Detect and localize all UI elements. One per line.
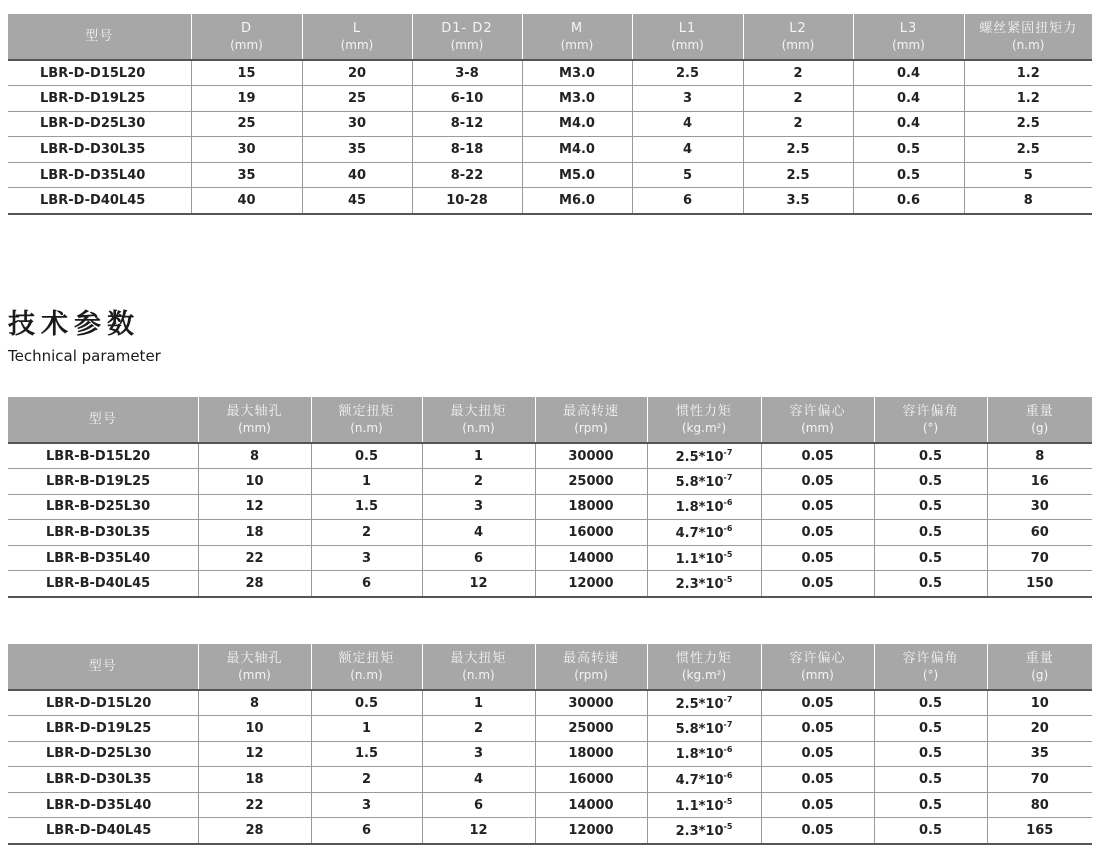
column-header-unit: (mm) bbox=[450, 37, 484, 52]
value-cell: 6 bbox=[422, 792, 535, 818]
column-header bbox=[422, 397, 535, 443]
table-header-row bbox=[8, 397, 1092, 443]
value-cell: 3 bbox=[311, 545, 422, 571]
value-cell: 8-12 bbox=[412, 111, 522, 137]
value-cell: 35 bbox=[191, 162, 302, 188]
value-cell: 12 bbox=[198, 741, 311, 767]
value-cell: 2 bbox=[743, 111, 853, 137]
column-header-unit: (n.m) bbox=[462, 420, 495, 435]
column-header bbox=[311, 644, 422, 690]
inertia-exponent: -7 bbox=[723, 694, 733, 704]
column-header bbox=[761, 397, 874, 443]
inertia-exponent: -6 bbox=[723, 745, 733, 755]
table-row bbox=[8, 520, 1092, 546]
value-cell: 30000 bbox=[535, 443, 647, 469]
value-cell: 80 bbox=[987, 792, 1092, 818]
value-cell: 14000 bbox=[535, 792, 647, 818]
column-header-label: 最大扭矩 bbox=[450, 650, 507, 666]
column-header bbox=[647, 644, 761, 690]
value-cell: 12 bbox=[422, 571, 535, 597]
value-cell: 20 bbox=[987, 716, 1092, 742]
value-cell: 0.5 bbox=[874, 520, 987, 546]
column-header bbox=[8, 14, 191, 60]
column-header-unit: (mm) bbox=[801, 667, 834, 682]
column-header-label: D1- D2 bbox=[441, 20, 493, 36]
value-cell: 0.05 bbox=[761, 571, 874, 597]
value-cell: 3 bbox=[422, 741, 535, 767]
value-cell bbox=[647, 741, 761, 767]
value-cell: 8-18 bbox=[412, 137, 522, 163]
table-header-row bbox=[8, 644, 1092, 690]
column-header bbox=[987, 397, 1092, 443]
model-cell: LBR-B-D35L40 bbox=[8, 545, 198, 571]
column-header bbox=[302, 14, 412, 60]
inertia-base: 5.8*10 bbox=[675, 721, 724, 737]
table-row bbox=[8, 137, 1092, 163]
column-header-label: 惯性力矩 bbox=[675, 403, 732, 419]
value-cell: 0.05 bbox=[761, 520, 874, 546]
column-header bbox=[422, 644, 535, 690]
table-row bbox=[8, 571, 1092, 597]
value-cell: 30 bbox=[302, 111, 412, 137]
column-header-label: 额定扭矩 bbox=[338, 403, 395, 419]
section-subtitle: Technical parameter bbox=[8, 347, 161, 365]
table-row bbox=[8, 60, 1092, 86]
inertia-exponent: -7 bbox=[723, 719, 733, 729]
column-header bbox=[632, 14, 743, 60]
value-cell: 45 bbox=[302, 188, 412, 214]
table-header-row bbox=[8, 14, 1092, 60]
column-header-unit: (kg.m²) bbox=[681, 667, 727, 682]
model-cell: LBR-D-D25L30 bbox=[8, 111, 191, 137]
value-cell: 0.5 bbox=[874, 545, 987, 571]
column-header-label: 最高转速 bbox=[562, 650, 619, 666]
value-cell: 10 bbox=[198, 469, 311, 495]
value-cell: 0.6 bbox=[853, 188, 964, 214]
value-cell: 8 bbox=[198, 690, 311, 716]
inertia-exponent: -6 bbox=[723, 524, 733, 534]
value-cell: 18 bbox=[198, 520, 311, 546]
inertia-base: 5.8*10 bbox=[675, 474, 724, 490]
column-header bbox=[743, 14, 853, 60]
inertia-exponent: -5 bbox=[723, 796, 733, 806]
column-header bbox=[8, 644, 198, 690]
column-header bbox=[8, 397, 198, 443]
column-header-unit: (kg.m²) bbox=[681, 420, 727, 435]
table-row bbox=[8, 469, 1092, 495]
value-cell: 150 bbox=[987, 571, 1092, 597]
value-cell: 0.05 bbox=[761, 690, 874, 716]
value-cell: 8 bbox=[964, 188, 1092, 214]
column-header-label: 最大轴孔 bbox=[226, 650, 283, 666]
value-cell: 40 bbox=[302, 162, 412, 188]
inertia-exponent: -7 bbox=[723, 447, 733, 457]
column-header-unit: (mm) bbox=[560, 37, 594, 52]
value-cell: 8 bbox=[987, 443, 1092, 469]
value-cell: 28 bbox=[198, 818, 311, 844]
value-cell: 16 bbox=[987, 469, 1092, 495]
column-header bbox=[874, 644, 987, 690]
value-cell: 2.5 bbox=[743, 137, 853, 163]
model-cell: LBR-B-D25L30 bbox=[8, 494, 198, 520]
model-cell: LBR-D-D30L35 bbox=[8, 767, 198, 793]
value-cell: 0.05 bbox=[761, 792, 874, 818]
value-cell: 0.4 bbox=[853, 111, 964, 137]
column-header-unit: (g) bbox=[1031, 667, 1049, 682]
model-cell: LBR-B-D15L20 bbox=[8, 443, 198, 469]
value-cell: 22 bbox=[198, 792, 311, 818]
table-row bbox=[8, 162, 1092, 188]
column-header-label: 最大扭矩 bbox=[450, 403, 507, 419]
inertia-exponent: -5 bbox=[723, 822, 733, 832]
value-cell: 6 bbox=[422, 545, 535, 571]
column-header-label: 最高转速 bbox=[562, 403, 619, 419]
value-cell: 0.05 bbox=[761, 818, 874, 844]
value-cell: 10 bbox=[987, 690, 1092, 716]
inertia-exponent: -6 bbox=[723, 771, 733, 781]
value-cell: 5 bbox=[964, 162, 1092, 188]
value-cell: 4 bbox=[632, 137, 743, 163]
column-header-unit: (n.m) bbox=[1012, 37, 1045, 52]
column-header-label: 重量 bbox=[1025, 403, 1054, 419]
value-cell: 14000 bbox=[535, 545, 647, 571]
value-cell: 2.5 bbox=[964, 137, 1092, 163]
column-header-label: 最大轴孔 bbox=[226, 403, 283, 419]
value-cell: 16000 bbox=[535, 767, 647, 793]
value-cell: 5 bbox=[632, 162, 743, 188]
column-header-unit: (mm) bbox=[238, 420, 271, 435]
column-header bbox=[412, 14, 522, 60]
value-cell: 6 bbox=[311, 818, 422, 844]
column-header-unit: (n.m) bbox=[350, 667, 383, 682]
value-cell: 0.5 bbox=[853, 137, 964, 163]
column-header-label: 容许偏心 bbox=[789, 403, 846, 419]
value-cell: 0.4 bbox=[853, 86, 964, 112]
column-header-unit: (n.m) bbox=[350, 420, 383, 435]
model-cell: LBR-D-D35L40 bbox=[8, 162, 191, 188]
value-cell: 0.4 bbox=[853, 60, 964, 86]
value-cell: 25 bbox=[302, 86, 412, 112]
inertia-base: 1.8*10 bbox=[675, 500, 724, 516]
column-header-unit: (mm) bbox=[892, 37, 925, 52]
value-cell: 2.5 bbox=[743, 162, 853, 188]
value-cell: 0.5 bbox=[874, 469, 987, 495]
value-cell: 0.5 bbox=[874, 767, 987, 793]
column-header-label: L2 bbox=[789, 20, 807, 36]
model-cell: LBR-D-D35L40 bbox=[8, 792, 198, 818]
value-cell: 0.05 bbox=[761, 545, 874, 571]
model-cell: LBR-D-D40L45 bbox=[8, 818, 198, 844]
value-cell: M3.0 bbox=[522, 60, 632, 86]
column-header-label: 容许偏角 bbox=[902, 650, 959, 666]
value-cell: 30000 bbox=[535, 690, 647, 716]
value-cell: 0.5 bbox=[874, 494, 987, 520]
value-cell: 25000 bbox=[535, 469, 647, 495]
value-cell: 0.5 bbox=[874, 716, 987, 742]
value-cell: 1 bbox=[311, 716, 422, 742]
value-cell: 3 bbox=[422, 494, 535, 520]
column-header bbox=[853, 14, 964, 60]
value-cell: 1.5 bbox=[311, 741, 422, 767]
column-header-label: L3 bbox=[899, 20, 918, 36]
value-cell: 3 bbox=[311, 792, 422, 818]
inertia-base: 1.1*10 bbox=[675, 551, 724, 567]
value-cell bbox=[647, 520, 761, 546]
value-cell bbox=[647, 545, 761, 571]
value-cell: 70 bbox=[987, 767, 1092, 793]
value-cell: 4 bbox=[632, 111, 743, 137]
value-cell: 20 bbox=[302, 60, 412, 86]
model-cell: LBR-D-D30L35 bbox=[8, 137, 191, 163]
column-header bbox=[535, 397, 647, 443]
column-header-unit: (mm) bbox=[801, 420, 834, 435]
column-header bbox=[535, 644, 647, 690]
inertia-exponent: -5 bbox=[723, 549, 733, 559]
section-title: 技术参数 bbox=[8, 309, 140, 340]
column-header-unit: (°) bbox=[922, 420, 939, 435]
inertia-base: 1.1*10 bbox=[675, 798, 724, 814]
value-cell bbox=[647, 443, 761, 469]
column-header-label: 重量 bbox=[1025, 650, 1054, 666]
value-cell: 30 bbox=[987, 494, 1092, 520]
value-cell: 18000 bbox=[535, 741, 647, 767]
value-cell: 25000 bbox=[535, 716, 647, 742]
value-cell: 12000 bbox=[535, 571, 647, 597]
column-header-label: L1 bbox=[678, 20, 697, 36]
value-cell bbox=[647, 571, 761, 597]
value-cell: 30 bbox=[191, 137, 302, 163]
value-cell: 1.2 bbox=[964, 86, 1092, 112]
value-cell: 0.05 bbox=[761, 767, 874, 793]
value-cell: 12000 bbox=[535, 818, 647, 844]
inertia-exponent: -7 bbox=[723, 472, 733, 482]
value-cell: 10 bbox=[198, 716, 311, 742]
value-cell: 0.5 bbox=[311, 690, 422, 716]
value-cell: 12 bbox=[198, 494, 311, 520]
table-row bbox=[8, 494, 1092, 520]
value-cell bbox=[647, 767, 761, 793]
value-cell: 0.05 bbox=[761, 469, 874, 495]
model-cell: LBR-D-D25L30 bbox=[8, 741, 198, 767]
value-cell: 4 bbox=[422, 767, 535, 793]
technical-parameter-table-b bbox=[8, 397, 1092, 598]
value-cell: 0.5 bbox=[853, 162, 964, 188]
table-row bbox=[8, 741, 1092, 767]
value-cell: 0.5 bbox=[874, 741, 987, 767]
column-header-unit: (mm) bbox=[671, 37, 704, 52]
table-row bbox=[8, 767, 1092, 793]
value-cell: 35 bbox=[302, 137, 412, 163]
value-cell: 1 bbox=[422, 690, 535, 716]
column-header-label: D bbox=[240, 20, 252, 36]
value-cell: 15 bbox=[191, 60, 302, 86]
value-cell: 0.05 bbox=[761, 443, 874, 469]
value-cell: 2 bbox=[422, 469, 535, 495]
table-row bbox=[8, 545, 1092, 571]
value-cell: M3.0 bbox=[522, 86, 632, 112]
table-row bbox=[8, 188, 1092, 214]
value-cell: 8-22 bbox=[412, 162, 522, 188]
column-header-unit: (rpm) bbox=[574, 667, 608, 682]
model-cell: LBR-D-D40L45 bbox=[8, 188, 191, 214]
column-header-label: 容许偏角 bbox=[902, 403, 959, 419]
model-cell: LBR-B-D40L45 bbox=[8, 571, 198, 597]
value-cell: 2 bbox=[311, 520, 422, 546]
value-cell: 2 bbox=[311, 767, 422, 793]
value-cell: 12 bbox=[422, 818, 535, 844]
column-header bbox=[522, 14, 632, 60]
column-header-unit: (mm) bbox=[781, 37, 815, 52]
column-header-label: 容许偏心 bbox=[789, 650, 846, 666]
value-cell: 0.5 bbox=[874, 690, 987, 716]
value-cell: 40 bbox=[191, 188, 302, 214]
value-cell: 2 bbox=[422, 716, 535, 742]
value-cell: 0.05 bbox=[761, 716, 874, 742]
model-cell: LBR-D-D15L20 bbox=[8, 60, 191, 86]
column-header-unit: (°) bbox=[922, 667, 939, 682]
column-header bbox=[987, 644, 1092, 690]
column-header-unit: (mm) bbox=[238, 667, 271, 682]
value-cell: M6.0 bbox=[522, 188, 632, 214]
value-cell: 0.5 bbox=[874, 818, 987, 844]
inertia-base: 4.7*10 bbox=[675, 773, 724, 789]
model-cell: LBR-B-D30L35 bbox=[8, 520, 198, 546]
value-cell: 22 bbox=[198, 545, 311, 571]
value-cell: 0.5 bbox=[874, 443, 987, 469]
value-cell: 0.05 bbox=[761, 741, 874, 767]
model-cell: LBR-B-D19L25 bbox=[8, 469, 198, 495]
value-cell: 18000 bbox=[535, 494, 647, 520]
column-header bbox=[198, 397, 311, 443]
column-header-label: 型号 bbox=[88, 658, 117, 674]
value-cell: 2.5 bbox=[632, 60, 743, 86]
value-cell: 1.2 bbox=[964, 60, 1092, 86]
value-cell: 3-8 bbox=[412, 60, 522, 86]
value-cell: 35 bbox=[987, 741, 1092, 767]
value-cell: 6 bbox=[632, 188, 743, 214]
value-cell: 6 bbox=[311, 571, 422, 597]
inertia-exponent: -6 bbox=[723, 498, 733, 508]
value-cell: 19 bbox=[191, 86, 302, 112]
value-cell: 25 bbox=[191, 111, 302, 137]
inertia-base: 2.3*10 bbox=[675, 824, 724, 840]
value-cell: 4 bbox=[422, 520, 535, 546]
column-header bbox=[311, 397, 422, 443]
column-header-label: L bbox=[352, 20, 362, 36]
column-header bbox=[964, 14, 1092, 60]
value-cell bbox=[647, 792, 761, 818]
value-cell bbox=[647, 818, 761, 844]
column-header-unit: (mm) bbox=[230, 37, 263, 52]
column-header-label: M bbox=[570, 20, 584, 36]
column-header-label: 额定扭矩 bbox=[338, 650, 395, 666]
column-header-label: 型号 bbox=[85, 28, 114, 44]
table-row bbox=[8, 690, 1092, 716]
value-cell: 10-28 bbox=[412, 188, 522, 214]
value-cell: 3.5 bbox=[743, 188, 853, 214]
column-header-unit: (rpm) bbox=[574, 420, 608, 435]
table-row bbox=[8, 111, 1092, 137]
value-cell: 70 bbox=[987, 545, 1092, 571]
value-cell: 2 bbox=[743, 86, 853, 112]
value-cell: 6-10 bbox=[412, 86, 522, 112]
value-cell bbox=[647, 469, 761, 495]
table-row bbox=[8, 86, 1092, 112]
column-header-label: 螺丝紧固扭矩力 bbox=[979, 20, 1078, 36]
column-header bbox=[874, 397, 987, 443]
value-cell: 3 bbox=[632, 86, 743, 112]
inertia-base: 1.8*10 bbox=[675, 747, 724, 763]
column-header-unit: (mm) bbox=[340, 37, 374, 52]
value-cell: 60 bbox=[987, 520, 1092, 546]
table-row bbox=[8, 818, 1092, 844]
column-header bbox=[761, 644, 874, 690]
value-cell: 1.5 bbox=[311, 494, 422, 520]
model-cell: LBR-D-D15L20 bbox=[8, 690, 198, 716]
value-cell: 1 bbox=[422, 443, 535, 469]
value-cell: 16000 bbox=[535, 520, 647, 546]
model-cell: LBR-D-D19L25 bbox=[8, 86, 191, 112]
value-cell: 1 bbox=[311, 469, 422, 495]
column-header-label: 型号 bbox=[88, 411, 117, 427]
inertia-base: 2.5*10 bbox=[675, 449, 724, 465]
technical-parameter-table-d bbox=[8, 644, 1092, 845]
value-cell bbox=[647, 716, 761, 742]
inertia-base: 2.3*10 bbox=[675, 577, 724, 593]
inertia-base: 4.7*10 bbox=[675, 526, 724, 542]
value-cell: 2.5 bbox=[964, 111, 1092, 137]
value-cell: 2 bbox=[743, 60, 853, 86]
value-cell: 18 bbox=[198, 767, 311, 793]
value-cell: 165 bbox=[987, 818, 1092, 844]
model-cell: LBR-D-D19L25 bbox=[8, 716, 198, 742]
column-header bbox=[198, 644, 311, 690]
value-cell: 0.05 bbox=[761, 494, 874, 520]
value-cell: 8 bbox=[198, 443, 311, 469]
table-row bbox=[8, 716, 1092, 742]
table-row bbox=[8, 443, 1092, 469]
value-cell bbox=[647, 494, 761, 520]
value-cell: 0.5 bbox=[311, 443, 422, 469]
inertia-exponent: -5 bbox=[723, 575, 733, 585]
dimensions-table bbox=[8, 14, 1092, 215]
column-header bbox=[647, 397, 761, 443]
value-cell: 0.5 bbox=[874, 792, 987, 818]
value-cell bbox=[647, 690, 761, 716]
value-cell: 28 bbox=[198, 571, 311, 597]
inertia-base: 2.5*10 bbox=[675, 696, 724, 712]
column-header-unit: (n.m) bbox=[462, 667, 495, 682]
column-header bbox=[191, 14, 302, 60]
value-cell: M5.0 bbox=[522, 162, 632, 188]
value-cell: 0.5 bbox=[874, 571, 987, 597]
table-row bbox=[8, 792, 1092, 818]
column-header-label: 惯性力矩 bbox=[675, 650, 732, 666]
column-header-unit: (g) bbox=[1031, 420, 1049, 435]
value-cell: M4.0 bbox=[522, 111, 632, 137]
value-cell: M4.0 bbox=[522, 137, 632, 163]
